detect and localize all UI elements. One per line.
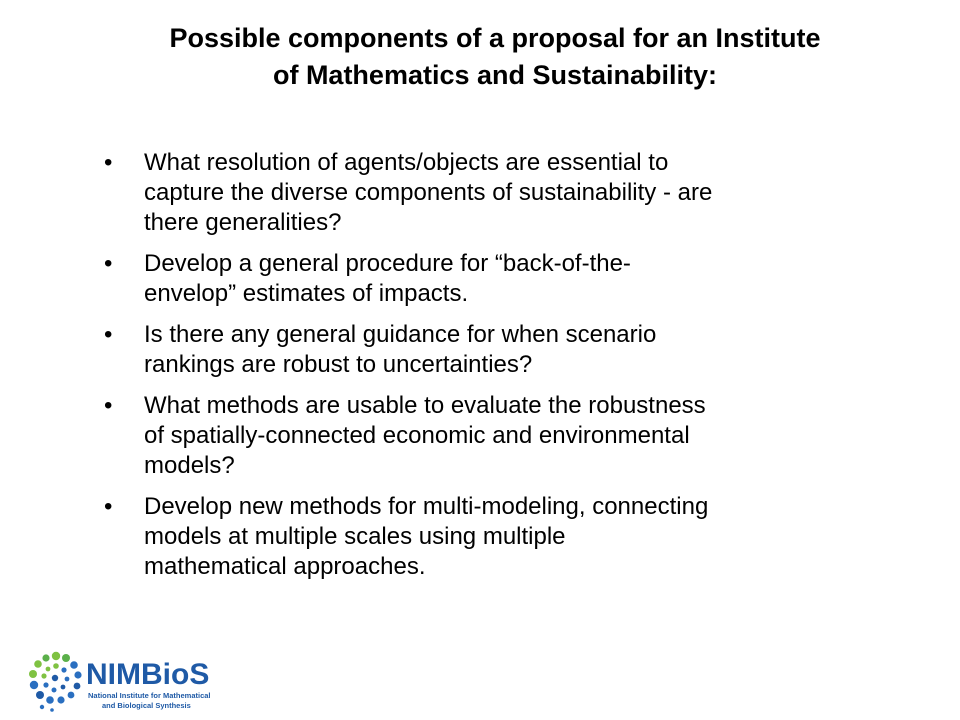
bullet-1-line-2: capture the diverse components of sustainability - are	[144, 179, 713, 206]
bullet-symbol: •	[104, 493, 113, 520]
bullet-list	[104, 148, 904, 593]
logo-subtitle-line-2: and Biological Synthesis	[102, 701, 191, 710]
bullet-symbol: •	[104, 149, 113, 176]
bullet-3-line-2: rankings are robust to uncertainties?	[144, 351, 533, 378]
bullet-item-1	[104, 148, 904, 238]
spiral-icon	[29, 652, 82, 712]
bullet-5-line-2: models at multiple scales using multiple	[144, 523, 566, 550]
bullet-2-line-2: envelop” estimates of impacts.	[144, 280, 469, 307]
bullet-5-line-3: mathematical approaches.	[144, 553, 426, 580]
bullet-symbol: •	[104, 250, 113, 277]
slide-title-line-2: of Mathematics and Sustainability:	[272, 60, 718, 90]
bullet-item-4	[104, 391, 904, 481]
logo-name-text: NIMBioS	[86, 658, 210, 691]
bullet-3-line-1: Is there any general guidance for when scenario	[144, 321, 657, 348]
bullet-item-3	[104, 320, 904, 380]
slide-title-line-1: Possible components of a proposal for an Institute	[169, 23, 821, 53]
bullet-2-line-1: Develop a general procedure for “back-of-the-	[144, 250, 631, 277]
bullet-item-2	[104, 249, 904, 309]
logo-subtitle-line-1: National Institute for Mathematical	[88, 691, 211, 700]
slide-title	[30, 20, 960, 94]
nimbios-logo	[28, 650, 218, 716]
bullet-1-line-3: there generalities?	[144, 209, 342, 236]
bullet-symbol: •	[104, 321, 113, 348]
bullet-1-line-1: What resolution of agents/objects are essential to	[144, 149, 669, 176]
bullet-symbol: •	[104, 392, 113, 419]
bullet-5-line-1: Develop new methods for multi-modeling, connecting	[144, 493, 709, 520]
nimbios-logo-graphic	[28, 650, 218, 716]
bullet-4-line-3: models?	[144, 452, 235, 479]
bullet-4-line-2: of spatially-connected economic and environmental	[144, 422, 690, 449]
bullet-4-line-1: What methods are usable to evaluate the robustness	[144, 392, 706, 419]
bullet-item-5	[104, 492, 904, 582]
